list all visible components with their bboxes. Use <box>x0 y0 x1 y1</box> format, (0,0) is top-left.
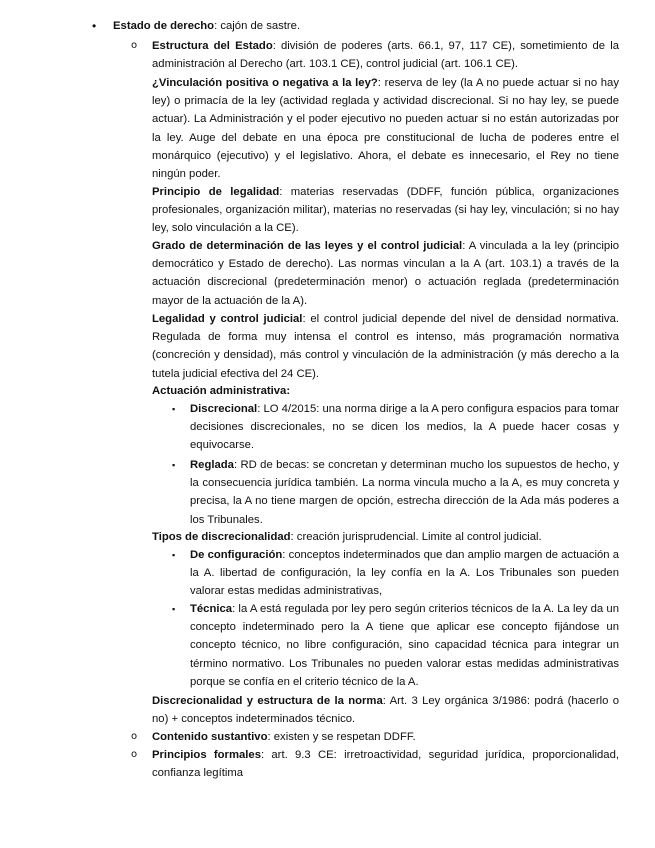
square-marker: ▪ <box>172 460 176 470</box>
square-marker: ▪ <box>172 550 176 560</box>
item-title: Discrecionalidad y estructura de la norma <box>152 695 383 707</box>
item-grado-determinacion <box>152 237 619 310</box>
item-title: Estado de derecho <box>113 20 215 32</box>
item-title: Contenido sustantivo <box>152 731 268 743</box>
circle-marker: o <box>131 40 138 51</box>
square-marker: ▪ <box>172 404 176 414</box>
item-principio-legalidad <box>152 183 619 238</box>
item-title: Principios formales <box>152 749 261 761</box>
item-title: Técnica <box>190 603 233 615</box>
circle-marker: o <box>131 731 138 742</box>
item-discrecionalidad-estructura <box>152 692 619 728</box>
item-tipos-discrecionalidad <box>152 528 619 546</box>
item-actuacion-administrativa <box>152 382 619 400</box>
circle-marker: o <box>131 749 138 760</box>
item-title: Discrecional <box>190 403 258 415</box>
item-title: Estructura del Estado <box>152 40 273 52</box>
item-title: De configuración <box>190 549 283 561</box>
item-text: : el control judicial depende del nivel de densidad normativa. Regulada de forma muy intensa el control es intenso, más programación normativa (concreción y densidad), más control y vinculación de la administración (y más derecho a la tutela judicial efectiva del 24 CE). <box>152 313 619 380</box>
item-discrecional <box>190 400 619 455</box>
item-text: : materias reservadas (DDFF, función pública, organizaciones profesionales, organización militar), materias no reservadas (si hay ley, vinculación; si no hay ley, solo vinculación a la CE). <box>152 186 619 235</box>
bullet-marker: • <box>92 19 97 33</box>
item-legalidad-control <box>152 310 619 383</box>
item-text: : cajón de sastre. <box>214 20 301 32</box>
item-text: : art. 9.3 CE: irretroactividad, seguridad jurídica, proporcionalidad, confianza legítima <box>152 749 619 780</box>
item-text: : RD de becas: se concretan y determinan mucho los supuestos de hecho, y la consecuencia jurídica también. La norma vincula mucho a la A, es muy concreta y precisa, la A no tiene margen de opción, estrecha dirección de la Ada más poderes a los Tribunales. <box>190 459 619 526</box>
item-tecnica <box>190 600 619 691</box>
item-text: : creación jurisprudencial. Limite al control judicial. <box>290 531 542 543</box>
item-text: : Art. 3 Ley orgánica 3/1986: podrá (hacerlo o no) + conceptos indeterminados técnico. <box>152 695 619 726</box>
item-text: : LO 4/2015: una norma dirige a la A pero configura espacios para tomar decisiones discrecionales, no se dicen los medios, la A puede hacer cosas y equivocarse. <box>190 403 619 452</box>
item-contenido-sustantivo <box>152 728 619 746</box>
square-marker: ▪ <box>172 604 176 614</box>
item-title: Reglada <box>190 459 234 471</box>
item-text: : existen y se respetan DDFF. <box>267 731 416 743</box>
item-reglada <box>190 456 619 529</box>
item-text: : la A está regulada por ley pero según criterios técnicos de la A. La ley da un concepto indeterminado pero la A tiene que aplicar ese concepto fijándose un concepto técnico, no libre configuración, sino capacidad técnica para integrar un término normativo. Los Tribunales no pueden valorar estas medidas administrativas porque se confía en el criterio técnico de la A. <box>190 603 619 688</box>
item-title: Principio de legalidad <box>152 186 280 198</box>
item-text: : conceptos indeterminados que dan amplio margen de actuación a la A. libertad de configuración, la ley confía en la A. Los Tribunales son pueden valorar estas medidas administrativas, <box>190 549 619 598</box>
item-vinculacion <box>152 74 619 183</box>
item-title: Legalidad y control judicial <box>152 313 303 325</box>
item-text: : A vinculada a la ley (principio democrático y Estado de derecho). Las normas vinculan a la A (art. 103.1) a través de la actuación discrecional (predeterminación menor) o actuación reglada (predeterminación mayor de la actuación de la A). <box>152 240 619 307</box>
item-title: Grado de determinación de las leyes y el control judicial <box>152 240 463 252</box>
item-title: Actuación administrativa: <box>152 385 291 397</box>
item-estado-derecho <box>113 17 619 35</box>
item-estructura-estado <box>152 37 619 73</box>
item-text: : reserva de ley (la A no puede actuar si no hay ley) o primacía de la ley (actividad reglada y actividad discrecional. Si no hay ley, se puede actuar). La Administración y el poder ejecutivo no pueden actuar si no están autorizadas por la ley. Auge del debate en una época pre constitucional de lucha de poderes entre el monárquico (ejecutivo) y el legislativo. Ahora, el debate es innecesario, el Rey no tiene ningún poder. <box>152 77 619 181</box>
item-title: ¿Vinculación positiva o negativa a la ley? <box>152 77 378 89</box>
item-principios-formales <box>152 746 619 782</box>
item-text: : división de poderes (arts. 66.1, 97, 117 CE), sometimiento de la administración al Derecho (art. 103.1 CE), control judicial (art. 106.1 CE). <box>152 40 619 71</box>
item-de-configuracion <box>190 546 619 601</box>
item-title: Tipos de discrecionalidad <box>152 531 291 543</box>
